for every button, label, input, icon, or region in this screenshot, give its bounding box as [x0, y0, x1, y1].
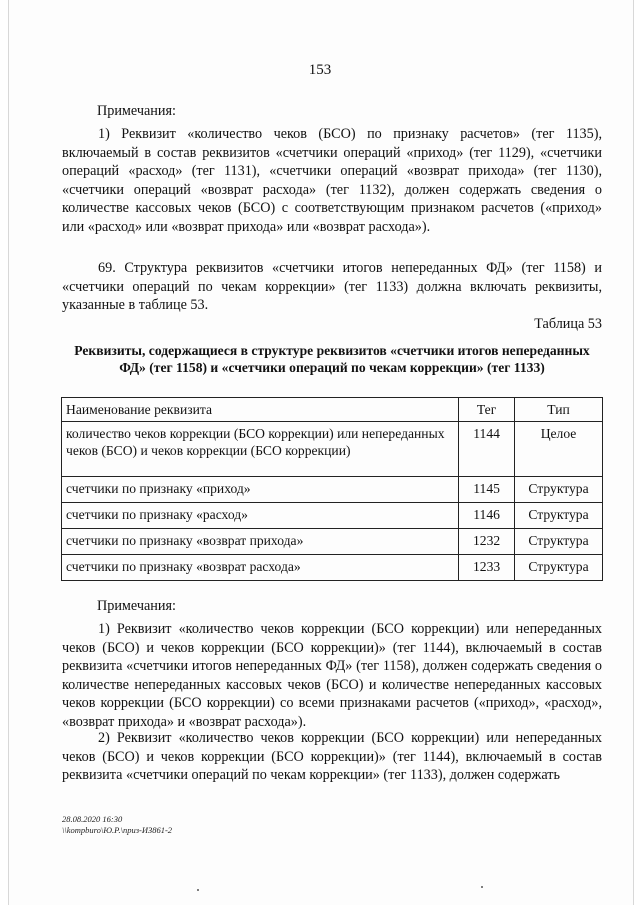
cell-tag: 1232	[459, 529, 515, 555]
section-paragraph: 69. Структура реквизитов «счетчики итогов непереданных ФД» (тег 1158) и «счетчики операций по чекам коррекции» (тег 1133) должна включать реквизиты, указанные в таблице 53.	[62, 260, 602, 314]
document-footer	[62, 814, 172, 836]
table-row	[62, 477, 603, 503]
footer-file-path: \\kompburo\Ю.Р.\приз-ИЗ861-2	[62, 825, 173, 835]
cell-name: счетчики по признаку «возврат расхода»	[62, 555, 459, 581]
scan-speck	[481, 886, 483, 888]
cell-type: Структура	[515, 477, 603, 503]
notes-heading: Примечания:	[97, 103, 176, 119]
scan-speck	[197, 889, 199, 891]
cell-type: Структура	[515, 529, 603, 555]
header-tag: Тег	[459, 398, 515, 422]
page-number: 153	[308, 62, 332, 78]
requisites-table	[61, 397, 603, 581]
cell-name: счетчики по признаку «приход»	[62, 477, 459, 503]
table-row	[62, 422, 603, 477]
table-title: Реквизиты, содержащиеся в структуре реквизитов «счетчики итогов непереданных ФД» (тег 1158) и «счетчики операций по чекам коррекции» (тег 1133)	[74, 343, 590, 375]
cell-tag: 1146	[459, 503, 515, 529]
cell-tag: 1144	[459, 422, 515, 477]
note-paragraph-2: 2) Реквизит «количество чеков коррекции (БСО коррекции) или непереданных чеков (БСО) и чеков коррекции (БСО коррекции)» (тег 1144), включаемый в состав реквизита «счетчики операций по чекам коррекции» (тег 1133), должен содержать	[62, 730, 602, 784]
cell-name: счетчики по признаку «расход»	[62, 503, 459, 529]
note-paragraph-1: 1) Реквизит «количество чеков коррекции (БСО коррекции) или непереданных чеков (БСО) и чеков коррекции (БСО коррекции)» (тег 1144), включаемый в состав реквизита «счетчики итогов непереданных ФД» (тег 1158), должен содержать сведения о количестве непереданных кассовых чеков (БСО) и количестве непереданных кассовых чеков коррекции (БСО коррекции) со всеми признаками расчетов («приход», «расход», «возврат прихода» и «возврат расхода»).	[62, 621, 602, 730]
cell-name: количество чеков коррекции (БСО коррекции) или непереданных чеков (БСО) и чеков коррекции (БСО коррекции)	[62, 422, 459, 477]
cell-type: Структура	[515, 555, 603, 581]
note-paragraph: 1) Реквизит «количество чеков (БСО) по признаку расчетов» (тег 1135), включаемый в состав реквизитов «счетчики операций «приход» (тег 1129), «счетчики операций «расход» (тег 1131), «счетчики операций «возврат прихода» (тег 1130), «счетчики операций «возврат расхода» (тег 1132), должен содержать сведения о количестве кассовых чеков (БСО) с соответствующим признаком расчетов («приход» или «расход» или «возврат прихода» или «возврат расхода»).	[62, 126, 602, 235]
table-row	[62, 503, 603, 529]
table-label: Таблица 53	[534, 316, 602, 332]
footer-timestamp: 28.08.2020 16:30	[62, 814, 123, 824]
cell-tag: 1145	[459, 477, 515, 503]
table-header-row	[62, 398, 603, 422]
cell-name: счетчики по признаку «возврат прихода»	[62, 529, 459, 555]
cell-tag: 1233	[459, 555, 515, 581]
header-name: Наименование реквизита	[62, 398, 459, 422]
table-row	[62, 555, 603, 581]
table-row	[62, 529, 603, 555]
notes-heading-2: Примечания:	[97, 598, 176, 614]
cell-type: Структура	[515, 503, 603, 529]
cell-type: Целое	[515, 422, 603, 477]
header-type: Тип	[515, 398, 603, 422]
